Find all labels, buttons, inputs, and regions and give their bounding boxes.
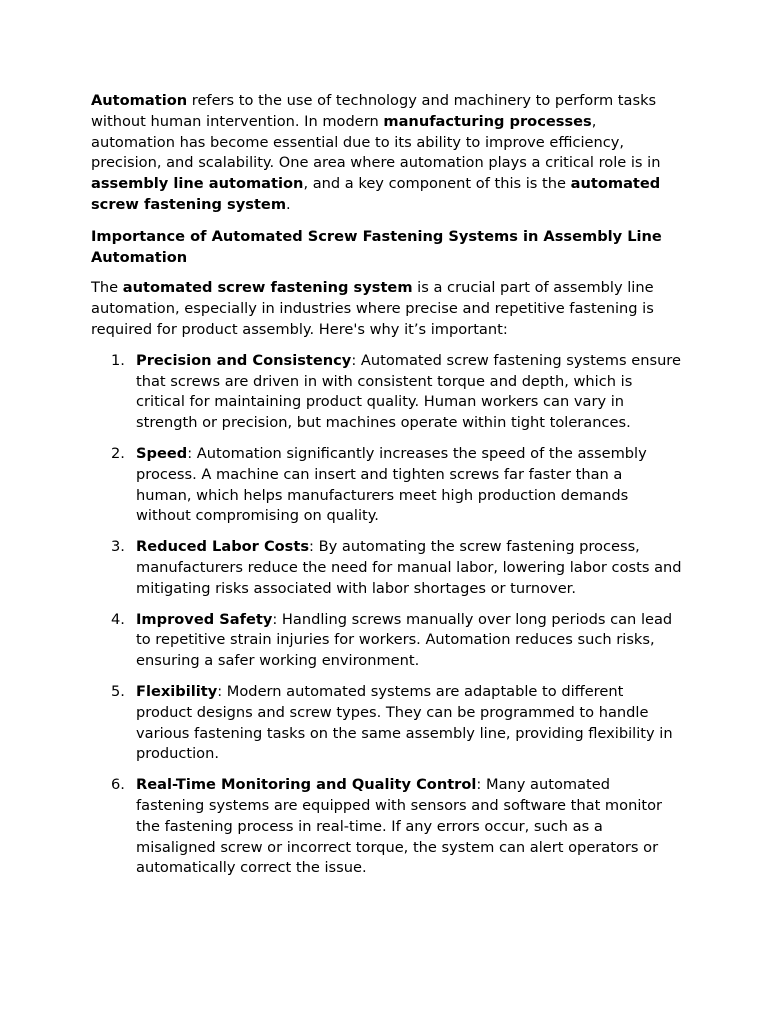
para2-term-screw-system: automated screw fastening system [122, 279, 413, 297]
intro-text-4: . [286, 195, 291, 213]
list-item-text: : Automation significantly increases the speed of the assembly process. A machine can insert and tighten screws far faster than a human, which helps manufacturers meet high production demands without compromising on quality. [136, 444, 647, 525]
list-item-text: : By automating the screw fastening process, manufacturers reduce the need for manual labor, lowering labor costs and mitigating risks associated with labor shortages or turnover. [136, 538, 682, 597]
list-item [91, 537, 682, 599]
list-item-title: Speed [136, 444, 188, 462]
intro-text-1: refers to the use of technology and machinery to perform tasks without human intervention. In modern [91, 92, 657, 130]
intro-text-3: , and a key component of this is the [303, 175, 571, 193]
intro-term-assembly-line: assembly line automation [91, 175, 304, 193]
list-item-number: 5. [111, 682, 125, 700]
list-item-title: Improved Safety [136, 610, 273, 628]
intro-term-screw-system: automated screw fastening system [91, 175, 661, 213]
para2-text-2: is a crucial part of assembly line automation, especially in industries where precise and repetitive fastening is required for product assembly. Here's why it’s important: [91, 279, 654, 338]
list-item-number: 6. [111, 776, 125, 794]
list-item-number: 4. [111, 610, 125, 628]
list-item-number: 1. [111, 351, 125, 369]
benefits-list [91, 351, 682, 879]
section-heading: Importance of Automated Screw Fastening Systems in Assembly Line Automation [91, 227, 662, 266]
list-item [91, 682, 682, 765]
list-item [91, 444, 682, 527]
list-item-title: Reduced Labor Costs [136, 538, 310, 556]
list-item-text: : Many automated fastening systems are equipped with sensors and software that monitor the fastening process in real-time. If any errors occur, such as a misaligned screw or incorrect torque, the system can alert operators or automatically correct the issue. [136, 776, 663, 877]
list-item [91, 775, 682, 879]
list-item-text: : Modern automated systems are adaptable to different product designs and screw types. They can be programmed to handle various fastening tasks on the same assembly line, providing flexibility in production. [136, 682, 673, 763]
list-item [91, 610, 682, 672]
list-item-title: Flexibility [136, 682, 218, 700]
list-item-text: : Automated screw fastening systems ensure that screws are driven in with consistent torque and depth, which is critical for maintaining product quality. Human workers can vary in strength or precision, but machines operate within tight tolerances. [136, 351, 681, 432]
intro-paragraph [91, 91, 682, 216]
list-item-title: Precision and Consistency [136, 351, 352, 369]
para2-text-1: The [91, 279, 123, 297]
list-item-title: Real-Time Monitoring and Quality Control [136, 776, 477, 794]
list-item-number: 3. [111, 538, 125, 556]
list-item-number: 2. [111, 444, 125, 462]
section-paragraph [91, 278, 682, 340]
intro-text-2: , automation has become essential due to its ability to improve efficiency, precision, and scalability. One area where automation plays a critical role is in [91, 112, 661, 172]
list-item [91, 351, 682, 434]
intro-term-automation: Automation [91, 92, 188, 109]
list-item-text: : Handling screws manually over long periods can lead to repetitive strain injuries for workers. Automation reduces such risks, ensuring a safer working environment. [136, 610, 673, 670]
intro-term-manufacturing: manufacturing processes [383, 112, 592, 130]
